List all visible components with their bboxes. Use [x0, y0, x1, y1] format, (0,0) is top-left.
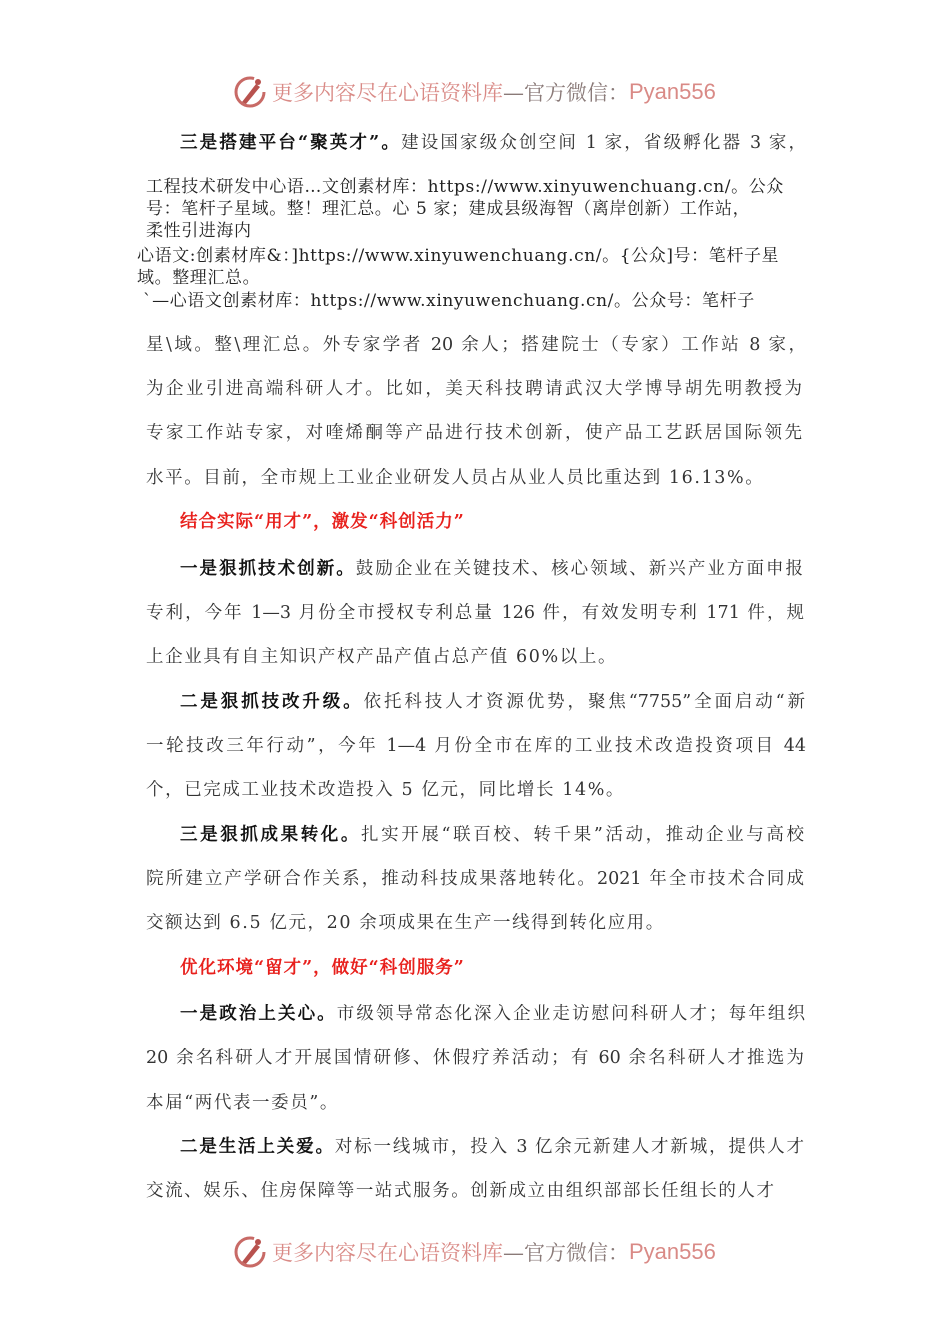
paragraph-text: 扎实开展“联百校、转千果”活动，推动企业与高校: [361, 825, 804, 845]
paragraph-lead: 二是狠抓技改升级。: [180, 692, 364, 712]
inserted-ad-line: 心语文:创素材库&：]https://www.xinyuwenchuang.cn/。{公众]号：笔杆子星: [137, 246, 780, 266]
paragraph-lead: 三是搭建平台“聚英才”。: [180, 133, 402, 153]
paragraph-line: 20 余名科研人才开展国情研修、休假疗养活动；有 60 余名科研人才推选为: [146, 1048, 804, 1068]
paragraph-text: 鼓励企业在关键技术、核心领域、新兴产业方面申报: [355, 559, 804, 579]
header-watermark: [232, 72, 716, 112]
paragraph-line: 为企业引进高端科研人才。比如，美天科技聘请武汉大学博导胡先明教授为: [146, 379, 802, 399]
inserted-ad-line: 号：笔杆子星域。整！理汇总。心 5 家；建成县级海智（离岸创新）工作站，: [146, 199, 751, 219]
paragraph-lead: 三是狠抓成果转化。: [180, 825, 362, 845]
paragraph-text: 市级领导常态化深入企业走访慰问科研人才；每年组织: [336, 1004, 806, 1024]
paragraph-line: 院所建立产学研合作关系，推动科技成果落地转化。2021 年全市技术合同成: [146, 869, 804, 889]
paragraph-line: 上企业具有自主知识产权产品产值占总产值 60%以上。: [146, 647, 618, 667]
paragraph-text: 依托科技人才资源优势，聚焦“7755”全面启动“新: [363, 692, 806, 712]
paragraph-line: 本届“两代表一委员”。: [146, 1093, 339, 1113]
paragraph-lead: 一是政治上关心。: [180, 1004, 337, 1024]
paragraph-line: 星\域。整\理汇总。外专家学者 20 余人；搭建院士（专家）工作站 8 家，: [146, 335, 806, 355]
paragraph-line: 专家工作站专家，对喹烯酮等产品进行技术创新，使产品工艺跃居国际领先: [146, 423, 802, 443]
paragraph-line: 交流、娱乐、住房保障等一站式服务。创新成立由组织部部长任组长的人才: [146, 1181, 774, 1201]
inserted-ad-line: `—心语文创素材库：https://www.xinyuwenchuang.cn/。公众号：笔杆子: [143, 291, 755, 311]
paragraph-lead: 二是生活上关爱。: [180, 1137, 335, 1157]
watermark-text: 更多内容尽在心语资料库: [272, 1241, 503, 1265]
paragraph-line: [180, 1003, 805, 1025]
inserted-ad-line: 工程技术研发中心语…文创素材库：https://www.xinyuwenchuang.cn/。公众: [146, 177, 784, 197]
inserted-ad-line: 域。整理汇总。: [137, 268, 261, 288]
watermark-wechat-label: —官方微信：: [503, 81, 629, 105]
section-heading: 优化环境“留才”，做好“科创服务”: [180, 958, 465, 978]
inserted-ad-line: 柔性引进海内: [146, 221, 252, 241]
pen-logo-icon: [232, 1234, 268, 1270]
watermark-text: 更多内容尽在心语资料库: [272, 81, 503, 105]
paragraph-text: 对标一线城市，投入 3 亿余元新建人才新城，提供人才: [334, 1137, 804, 1157]
paragraph-line: [180, 132, 806, 154]
paragraph-line: 个，已完成工业技术改造投入 5 亿元，同比增长 14%。: [146, 780, 626, 800]
watermark-wechat-id: Pyan556: [629, 79, 716, 104]
paragraph-line: [180, 824, 804, 846]
paragraph-line: 一轮技改三年行动”，今年 1—4 月份全市在库的工业技术改造投资项目 44: [146, 736, 806, 756]
paragraph-line: [180, 691, 805, 713]
paragraph-line: 专利，今年 1—3 月份全市授权专利总量 126 件，有效发明专利 171 件，规: [146, 603, 804, 623]
paragraph-line: [180, 1136, 804, 1158]
footer-watermark: [232, 1232, 716, 1272]
watermark-wechat-id: Pyan556: [629, 1239, 716, 1264]
paragraph-lead: 一是狠抓技术创新。: [180, 559, 356, 579]
section-heading: 结合实际“用才”，激发“科创活力”: [180, 512, 465, 532]
paragraph-line: 交额达到 6.5 亿元，20 余项成果在生产一线得到转化应用。: [146, 913, 665, 933]
paragraph-text: 建设国家级众创空间 1 家，省级孵化器 3 家，: [401, 133, 806, 153]
paragraph-line: 水平。目前，全市规上工业企业研发人员占从业人员比重达到 16.13%。: [146, 468, 765, 488]
paragraph-line: [180, 558, 803, 580]
pen-logo-icon: [232, 74, 268, 110]
watermark-wechat-label: —官方微信：: [503, 1241, 629, 1265]
